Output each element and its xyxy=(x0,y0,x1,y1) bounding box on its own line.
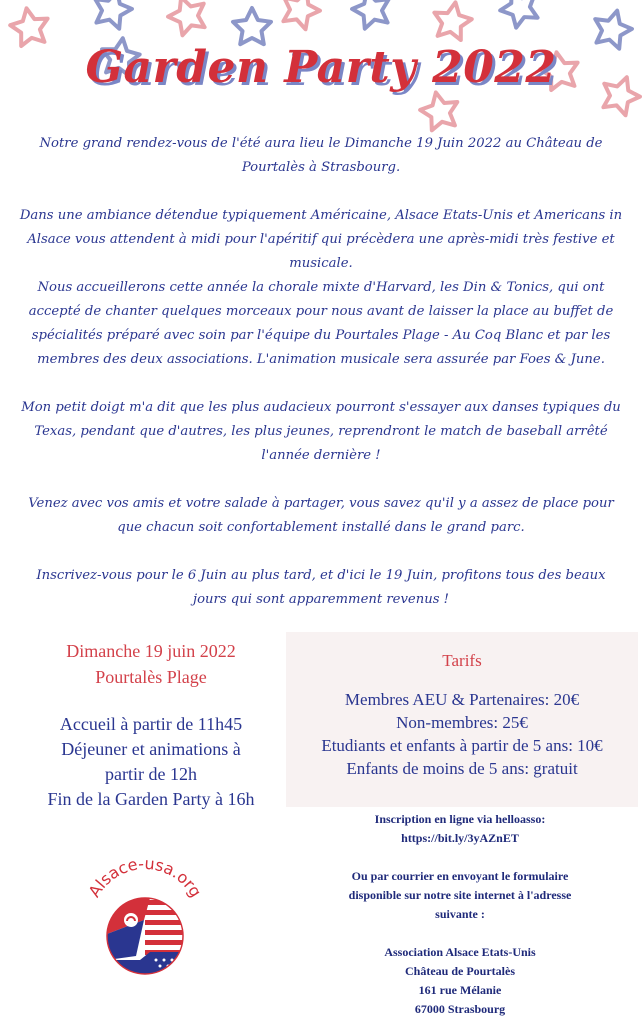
mail-line: disponible sur notre site internet à l'adresse xyxy=(348,888,572,902)
online-link[interactable]: https://bit.ly/3yAZnET xyxy=(401,831,519,845)
tarif-item: Non-membres: 25€ xyxy=(396,713,528,732)
event-schedule xyxy=(20,712,282,812)
tarif-item: Membres AEU & Partenaires: 20€ xyxy=(344,690,580,709)
mail-line: suivante : xyxy=(435,907,485,921)
logo-text: Alsace-usa.org xyxy=(84,853,206,901)
alsace-usa-logo xyxy=(70,850,220,980)
tarifs-list xyxy=(286,688,638,780)
event-info xyxy=(20,638,282,812)
schedule-line: partir de 12h xyxy=(105,764,197,784)
intro-paragraph: Notre grand rendez-vous de l'été aura lieu le Dimanche 19 Juin 2022 au Château de Pourtalès à Strasbourg. xyxy=(39,136,603,175)
address-line: 67000 Strasbourg xyxy=(414,1002,506,1016)
tarif-item: Etudiants et enfants à partir de 5 ans: 10€ xyxy=(321,736,603,755)
intro-paragraph: Venez avec vos amis et votre salade à partager, vous savez qu'il y a assez de place pour que chacun soit confortablement installé dans le grand parc. xyxy=(28,496,614,535)
contact-info xyxy=(310,810,610,1019)
tarifs-box xyxy=(286,632,638,807)
intro-text xyxy=(18,132,624,636)
schedule-line: Fin de la Garden Party à 16h xyxy=(47,789,255,809)
intro-paragraph: Mon petit doigt m'a dit que les plus audacieux pourront s'essayer aux danses typiques du Texas, pendant que d'autres, les plus jeunes, reprendront le match de baseball arrêté l'année dernière ! xyxy=(21,400,621,463)
schedule-line: Accueil à partir de 11h45 xyxy=(59,714,243,734)
tarif-item: Enfants de moins de 5 ans: gratuit xyxy=(346,759,578,778)
address-line: Association Alsace Etats-Unis xyxy=(384,945,536,959)
mail-line: Ou par courrier en envoyant le formulaire xyxy=(351,869,569,883)
svg-text:Alsace-usa.org xyxy=(85,854,206,901)
tarifs-title: Tarifs xyxy=(442,651,482,670)
page-title: Garden Party 2022 xyxy=(85,42,557,93)
address-line: Château de Pourtalès xyxy=(405,964,515,978)
address-line: 161 rue Mélanie xyxy=(418,983,502,997)
intro-paragraph: Inscrivez-vous pour le 6 Juin au plus tard, et d'ici le 19 Juin, profitons tous des beaux jours qui sont apparemment revenus ! xyxy=(36,568,606,607)
schedule-line: Déjeuner et animations à xyxy=(61,739,241,759)
event-place: Pourtalès Plage xyxy=(95,667,207,687)
online-label: Inscription en ligne via helloasso: xyxy=(374,812,546,826)
intro-paragraph: Dans une ambiance détendue typiquement Américaine, Alsace Etats-Unis et Americans in Alsace vous attendent à midi pour l'apéritif qui précèdera une après-midi très festive et musicale. xyxy=(19,208,623,271)
intro-paragraph: Nous accueillerons cette année la chorale mixte d'Harvard, les Din & Tonics, qui ont accepté de chanter quelques morceaux pour nous avant de laisser la place au buffet de spécialités préparé avec soin par l'équipe du Pourtales Plage - Au Coq Blanc et par les membres des deux associations. L'animation musicale sera assurée par Foes & June. xyxy=(28,280,614,367)
event-date: Dimanche 19 juin 2022 xyxy=(66,641,236,661)
